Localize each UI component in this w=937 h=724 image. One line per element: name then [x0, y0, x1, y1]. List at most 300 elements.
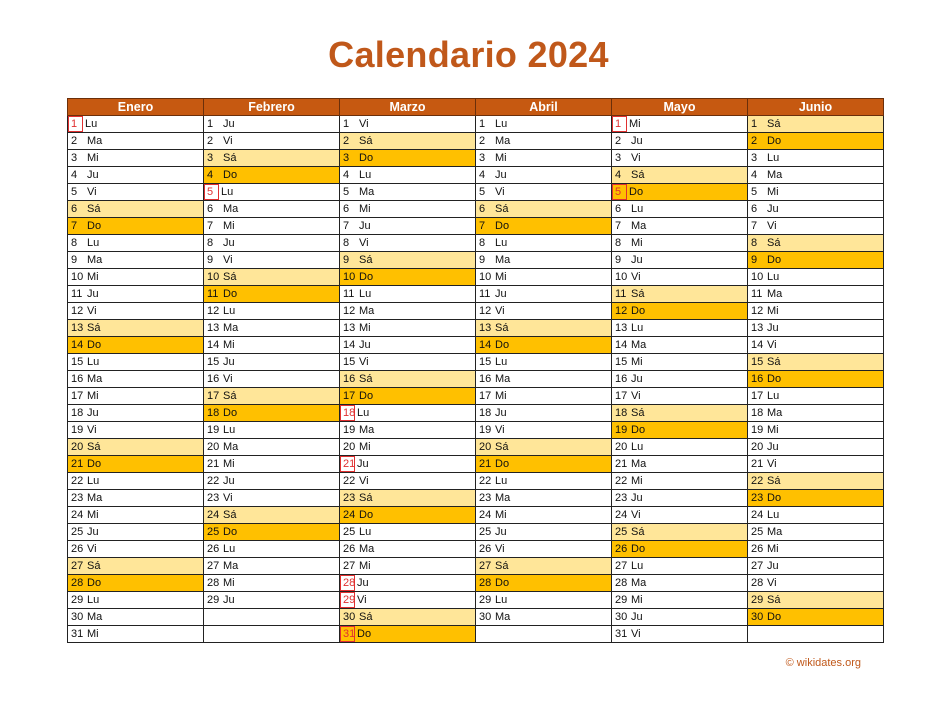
day-number: 29	[71, 594, 84, 606]
day-number: 25	[207, 526, 220, 538]
day-name: Ma	[359, 543, 375, 555]
day-name: Ju	[631, 254, 643, 266]
day-entry	[204, 167, 339, 183]
day-number: 14	[207, 339, 220, 351]
day-entry	[612, 524, 747, 540]
day-number: 8	[615, 237, 622, 249]
day-name: Sá	[359, 492, 373, 504]
day-cell	[340, 473, 476, 490]
day-entry	[204, 371, 339, 387]
day-entry	[204, 252, 339, 268]
day-number: 25	[71, 526, 84, 538]
day-cell	[68, 456, 204, 473]
day-number: 6	[479, 203, 486, 215]
day-name: Ju	[631, 492, 643, 504]
day-entry	[204, 422, 339, 438]
day-entry	[748, 371, 883, 387]
day-number: 25	[615, 526, 628, 538]
day-name: Lu	[85, 118, 98, 130]
day-cell	[476, 541, 612, 558]
table-row	[68, 609, 884, 626]
day-cell	[476, 150, 612, 167]
day-number: 5	[751, 186, 758, 198]
day-name: Sá	[223, 390, 237, 402]
day-name: Ma	[359, 186, 375, 198]
day-number: 26	[71, 543, 84, 555]
day-cell	[748, 184, 884, 201]
day-name: Mi	[223, 220, 235, 232]
day-entry	[748, 116, 883, 132]
day-cell	[340, 439, 476, 456]
day-cell	[748, 286, 884, 303]
day-name: Ju	[87, 407, 99, 419]
day-number: 14	[343, 339, 356, 351]
day-entry	[340, 490, 475, 506]
day-entry	[748, 524, 883, 540]
table-row	[68, 422, 884, 439]
day-number: 17	[71, 390, 84, 402]
day-number: 30	[343, 611, 356, 623]
day-name: Vi	[495, 424, 505, 436]
day-number: 5	[71, 186, 78, 198]
day-number: 12	[207, 305, 220, 317]
day-name: Do	[87, 458, 102, 470]
day-entry	[340, 456, 475, 472]
day-name: Do	[495, 458, 510, 470]
day-entry	[476, 558, 611, 574]
day-entry	[748, 286, 883, 302]
day-entry	[612, 592, 747, 608]
day-number: 6	[751, 203, 758, 215]
day-cell	[68, 133, 204, 150]
day-number: 24	[343, 509, 356, 521]
day-number: 22	[615, 475, 628, 487]
day-number: 12	[615, 305, 628, 317]
day-cell	[612, 575, 748, 592]
day-number: 28	[615, 577, 628, 589]
day-name: Lu	[495, 118, 508, 130]
day-entry	[476, 541, 611, 557]
day-entry	[68, 235, 203, 251]
day-number: 4	[71, 169, 78, 181]
day-name: Lu	[495, 356, 508, 368]
day-name: Sá	[87, 322, 101, 334]
day-cell	[204, 592, 340, 609]
day-entry	[68, 320, 203, 336]
day-cell	[340, 626, 476, 643]
day-number: 10	[615, 271, 628, 283]
day-entry	[476, 371, 611, 387]
day-entry	[68, 269, 203, 285]
day-cell	[340, 116, 476, 133]
day-cell	[204, 575, 340, 592]
day-entry	[476, 201, 611, 217]
day-name: Do	[359, 271, 374, 283]
day-name: Vi	[223, 492, 233, 504]
day-cell	[476, 167, 612, 184]
day-entry	[68, 388, 203, 404]
day-number: 4	[479, 169, 486, 181]
day-entry	[68, 626, 203, 642]
day-number: 20	[343, 441, 356, 453]
day-cell	[68, 422, 204, 439]
day-cell	[476, 388, 612, 405]
day-number: 9	[207, 254, 214, 266]
day-cell	[204, 541, 340, 558]
day-entry	[612, 252, 747, 268]
day-number: 7	[207, 220, 214, 232]
day-entry	[204, 235, 339, 251]
day-entry	[204, 473, 339, 489]
day-entry	[748, 133, 883, 149]
day-cell	[476, 439, 612, 456]
day-number: 24	[751, 509, 764, 521]
day-cell	[340, 320, 476, 337]
day-cell	[68, 235, 204, 252]
day-number: 29	[479, 594, 492, 606]
day-number: 8	[479, 237, 486, 249]
day-number: 25	[751, 526, 764, 538]
day-cell	[204, 490, 340, 507]
day-name: Ju	[223, 118, 235, 130]
day-entry	[68, 354, 203, 370]
day-cell	[476, 184, 612, 201]
day-number: 11	[615, 288, 627, 300]
day-name: Do	[359, 509, 374, 521]
day-entry	[748, 150, 883, 166]
day-name: Lu	[495, 475, 508, 487]
calendar-body	[68, 116, 884, 643]
day-entry	[340, 184, 475, 200]
day-cell	[68, 439, 204, 456]
day-cell	[748, 303, 884, 320]
day-cell	[612, 337, 748, 354]
table-row	[68, 405, 884, 422]
day-cell	[612, 303, 748, 320]
day-cell	[68, 184, 204, 201]
day-cell	[204, 235, 340, 252]
day-number: 11	[479, 288, 491, 300]
day-name: Sá	[767, 118, 781, 130]
day-entry	[748, 507, 883, 523]
day-name: Vi	[767, 339, 777, 351]
day-cell	[748, 320, 884, 337]
day-cell	[68, 371, 204, 388]
table-row	[68, 371, 884, 388]
day-entry	[476, 354, 611, 370]
day-entry	[340, 286, 475, 302]
table-row	[68, 456, 884, 473]
day-entry	[204, 320, 339, 336]
day-entry	[68, 150, 203, 166]
day-entry	[612, 354, 747, 370]
day-number: 12	[751, 305, 764, 317]
day-entry	[612, 218, 747, 234]
day-number: 28	[340, 575, 355, 591]
day-number: 27	[751, 560, 764, 572]
day-name: Ma	[767, 169, 783, 181]
day-number: 2	[207, 135, 214, 147]
day-number: 10	[751, 271, 764, 283]
day-entry	[612, 422, 747, 438]
day-number: 5	[204, 184, 219, 200]
day-name: Lu	[223, 543, 236, 555]
day-cell	[204, 218, 340, 235]
day-name: Vi	[495, 305, 505, 317]
day-name: Do	[223, 407, 238, 419]
day-cell	[476, 422, 612, 439]
day-cell	[68, 592, 204, 609]
day-entry	[340, 405, 475, 421]
day-name: Sá	[359, 254, 373, 266]
day-number: 14	[479, 339, 492, 351]
day-cell	[612, 405, 748, 422]
day-name: Ma	[87, 135, 103, 147]
month-header-abril: Abril	[476, 99, 612, 116]
day-number: 4	[207, 169, 214, 181]
day-entry	[748, 252, 883, 268]
day-number: 9	[615, 254, 622, 266]
day-name: Mi	[359, 560, 371, 572]
day-name: Mi	[495, 152, 507, 164]
day-name: Sá	[767, 594, 781, 606]
day-cell	[476, 354, 612, 371]
day-name: Vi	[359, 475, 369, 487]
day-cell	[340, 218, 476, 235]
day-name: Ma	[767, 407, 783, 419]
day-cell	[204, 371, 340, 388]
day-entry	[612, 405, 747, 421]
day-entry	[476, 320, 611, 336]
day-entry	[340, 150, 475, 166]
day-entry	[748, 609, 883, 625]
day-cell	[612, 507, 748, 524]
day-entry	[340, 116, 475, 132]
day-number: 23	[751, 492, 764, 504]
day-entry	[68, 371, 203, 387]
day-name: Ma	[87, 373, 103, 385]
day-name: Ma	[359, 305, 375, 317]
day-name: Do	[359, 152, 374, 164]
day-entry	[748, 456, 883, 472]
day-entry	[612, 201, 747, 217]
day-cell	[748, 422, 884, 439]
day-name: Lu	[87, 237, 100, 249]
day-entry	[340, 592, 475, 608]
day-name: Sá	[495, 441, 509, 453]
day-cell	[68, 354, 204, 371]
day-cell	[204, 167, 340, 184]
day-name: Ju	[223, 594, 235, 606]
table-row	[68, 490, 884, 507]
day-entry	[204, 524, 339, 540]
day-name: Mi	[87, 628, 99, 640]
day-entry	[476, 524, 611, 540]
day-name: Ma	[87, 611, 103, 623]
day-name: Ma	[495, 492, 511, 504]
day-number: 19	[479, 424, 492, 436]
day-number: 8	[751, 237, 758, 249]
day-entry	[476, 252, 611, 268]
day-entry	[204, 184, 339, 200]
day-entry	[612, 320, 747, 336]
day-name: Mi	[87, 152, 99, 164]
day-name: Ju	[223, 475, 235, 487]
day-cell	[68, 473, 204, 490]
day-entry	[204, 337, 339, 353]
day-name: Sá	[631, 526, 645, 538]
day-entry	[476, 235, 611, 251]
day-number: 29	[751, 594, 764, 606]
day-entry	[748, 558, 883, 574]
day-name: Ju	[359, 220, 371, 232]
day-entry	[204, 558, 339, 574]
day-entry	[612, 626, 747, 642]
day-number: 13	[71, 322, 84, 334]
day-cell	[204, 269, 340, 286]
day-cell	[204, 473, 340, 490]
day-cell	[68, 116, 204, 133]
day-entry	[612, 337, 747, 353]
day-number: 3	[207, 152, 214, 164]
day-name: Sá	[223, 509, 237, 521]
day-entry	[340, 388, 475, 404]
day-number: 9	[751, 254, 758, 266]
day-number: 28	[71, 577, 84, 589]
credit-text: © wikidates.org	[785, 657, 861, 669]
day-cell	[612, 150, 748, 167]
day-entry	[340, 354, 475, 370]
day-cell	[476, 133, 612, 150]
day-entry	[612, 575, 747, 591]
day-name: Mi	[359, 322, 371, 334]
day-entry	[340, 252, 475, 268]
day-number: 10	[71, 271, 84, 283]
table-row	[68, 286, 884, 303]
day-entry	[476, 592, 611, 608]
day-name: Do	[223, 288, 238, 300]
day-name: Lu	[223, 305, 236, 317]
day-cell	[340, 507, 476, 524]
day-entry	[204, 303, 339, 319]
day-number: 27	[71, 560, 84, 572]
day-number: 18	[207, 407, 220, 419]
day-name: Do	[767, 492, 782, 504]
day-name: Lu	[221, 186, 234, 198]
day-cell	[612, 133, 748, 150]
day-name: Lu	[87, 475, 100, 487]
day-number: 10	[207, 271, 220, 283]
day-cell	[204, 507, 340, 524]
day-cell	[204, 116, 340, 133]
table-row	[68, 150, 884, 167]
day-name: Ju	[87, 169, 99, 181]
day-name: Vi	[359, 118, 369, 130]
day-entry	[748, 575, 883, 591]
day-number: 1	[751, 118, 758, 130]
day-number: 7	[343, 220, 350, 232]
day-name: Vi	[223, 135, 233, 147]
day-number: 3	[615, 152, 622, 164]
day-number: 20	[615, 441, 628, 453]
table-row	[68, 524, 884, 541]
day-name: Vi	[357, 594, 367, 606]
day-cell	[748, 490, 884, 507]
day-cell	[204, 150, 340, 167]
day-name: Sá	[359, 373, 373, 385]
day-cell	[68, 269, 204, 286]
day-name: Ma	[87, 254, 103, 266]
day-cell	[612, 609, 748, 626]
table-row	[68, 269, 884, 286]
day-name: Ma	[631, 458, 647, 470]
day-name: Do	[87, 577, 102, 589]
day-name: Ma	[495, 135, 511, 147]
day-cell	[204, 456, 340, 473]
day-cell	[612, 439, 748, 456]
calendar-table	[67, 98, 884, 643]
day-entry	[748, 592, 883, 608]
day-cell	[68, 201, 204, 218]
day-number: 14	[615, 339, 628, 351]
day-cell	[340, 133, 476, 150]
day-cell	[476, 269, 612, 286]
day-entry	[748, 354, 883, 370]
month-header-febrero: Febrero	[204, 99, 340, 116]
day-cell	[612, 201, 748, 218]
day-cell	[748, 592, 884, 609]
day-cell	[68, 150, 204, 167]
day-name: Sá	[223, 152, 237, 164]
day-cell	[68, 558, 204, 575]
day-cell	[612, 388, 748, 405]
day-name: Lu	[495, 594, 508, 606]
day-name: Sá	[87, 203, 101, 215]
day-cell	[612, 558, 748, 575]
day-entry	[340, 626, 475, 642]
day-name: Ju	[631, 373, 643, 385]
day-number: 7	[615, 220, 622, 232]
day-name: Mi	[87, 509, 99, 521]
day-number: 25	[343, 526, 356, 538]
day-number: 9	[71, 254, 78, 266]
day-number: 14	[751, 339, 764, 351]
day-cell	[748, 609, 884, 626]
day-entry	[204, 405, 339, 421]
day-entry	[748, 473, 883, 489]
day-entry	[476, 218, 611, 234]
day-entry	[612, 439, 747, 455]
day-cell	[68, 252, 204, 269]
day-entry	[204, 201, 339, 217]
day-name: Do	[767, 254, 782, 266]
day-name: Sá	[767, 356, 781, 368]
day-number: 21	[751, 458, 764, 470]
day-cell	[612, 626, 748, 643]
day-number: 13	[343, 322, 356, 334]
day-number: 6	[71, 203, 78, 215]
day-entry	[612, 235, 747, 251]
day-entry	[612, 541, 747, 557]
day-cell	[340, 184, 476, 201]
table-row	[68, 116, 884, 133]
day-entry	[340, 507, 475, 523]
day-name: Sá	[767, 237, 781, 249]
day-name: Ju	[767, 560, 779, 572]
day-name: Lu	[87, 356, 100, 368]
day-entry	[68, 405, 203, 421]
day-number: 1	[343, 118, 350, 130]
